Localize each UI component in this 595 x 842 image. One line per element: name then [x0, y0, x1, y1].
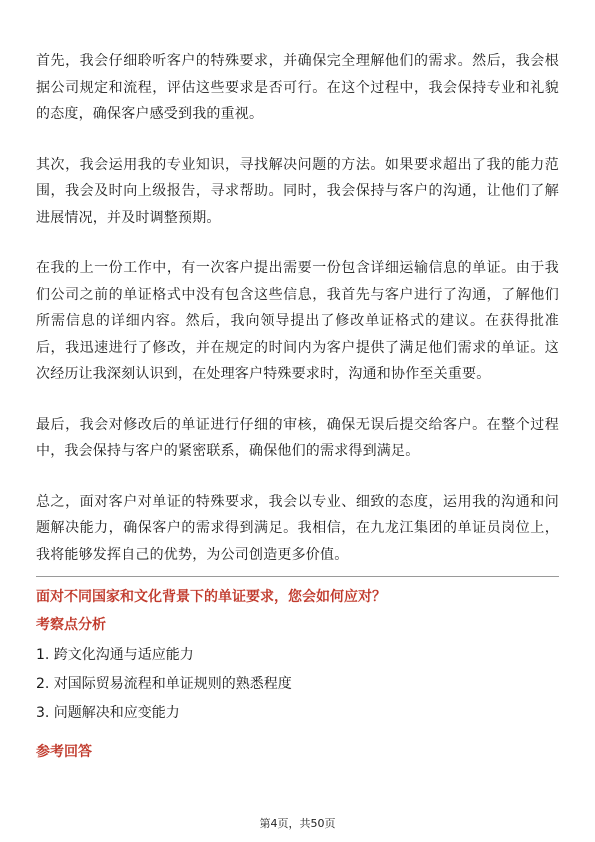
answer-paragraph-1: 首先，我会仔细聆听客户的特殊要求，并确保完全理解他们的需求。然后，我会根据公司规定和流程，评估这些要求是否可行。在这个过程中，我会保持专业和礼貌的态度，确保客户感受到我的重视。 [36, 53, 559, 122]
section-divider [36, 576, 559, 577]
list-item: 2. 对国际贸易流程和单证规则的熟悉程度 [36, 676, 292, 692]
list-item: 1. 跨文化沟通与适应能力 [36, 647, 194, 663]
answer-paragraph-5: 总之，面对客户对单证的特殊要求，我会以专业、细致的态度，运用我的沟通和问题解决能力，确保客户的需求得到满足。我相信，在九龙江集团的单证员岗位上，我将能够发挥自己的优势，为公司创造更多价值。 [36, 493, 559, 563]
answer-paragraph-2: 其次，我会运用我的专业知识，寻找解决问题的方法。如果要求超出了我的能力范围，我会及时向上级报告，寻求帮助。同时，我会保持与客户的沟通，让他们了解进展情况，并及时调整预期。 [36, 156, 559, 226]
answer-paragraph-4: 最后，我会对修改后的单证进行仔细的审核，确保无误后提交给客户。在整个过程中，我会保持与客户的紧密联系，确保他们的需求得到满足。 [36, 416, 559, 459]
page-number: 第4页，共50页 [259, 817, 336, 830]
reference-heading: 参考回答 [36, 744, 92, 760]
answer-paragraph-3: 在我的上一份工作中，有一次客户提出需要一份包含详细运输信息的单证。由于我们公司之前的单证格式中没有包含这些信息，我首先与客户进行了沟通，了解他们所需信息的详细内容。然后，我向领导提出了修改单证格式的建议。在获得批准后，我迅速进行了修改，并在规定的时间内为客户提供了满足他们需求的单证。这次经历让我深刻认识到，在处理客户特殊要求时，沟通和协作至关重要。 [36, 260, 559, 382]
analysis-list [36, 641, 559, 728]
page-content [36, 48, 559, 768]
analysis-heading: 考察点分析 [36, 617, 106, 633]
interview-question: 面对不同国家和文化背景下的单证要求，您会如何应对？ [36, 589, 386, 605]
list-item: 3. 问题解决和应变能力 [36, 705, 180, 721]
